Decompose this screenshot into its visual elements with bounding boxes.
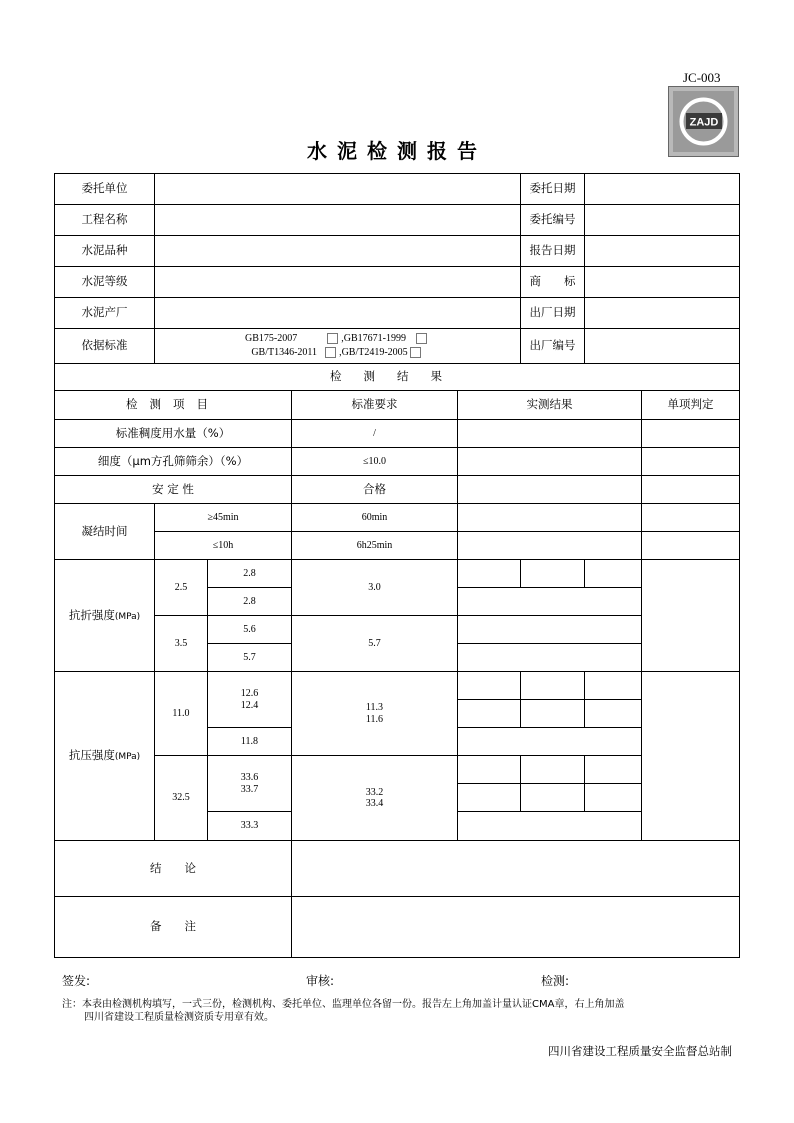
flexural-label: 抗折强度 (68, 607, 115, 622)
standards-checklist (155, 329, 521, 364)
label-entrust-no: 委托编号 (521, 205, 585, 236)
field-manufacturer[interactable] (155, 298, 521, 329)
flexural-g1-a: 2.8 (208, 560, 292, 588)
setting-final-value: 6h25min (292, 532, 458, 560)
label-remarks: 备 注 (55, 897, 292, 958)
label-conclusion: 结 论 (55, 841, 292, 897)
judge-stability[interactable] (642, 476, 740, 504)
compressive-g2-r1-c3[interactable] (585, 756, 642, 784)
judge-compressive[interactable] (642, 672, 740, 841)
compressive-g2-v1: 33.2 (365, 786, 384, 798)
footnote-line-1: 注：本表由检测机构填写，一式三份，检测机构、委托单位、监理单位各留一份。报告左上角加盖计量认证CMA章，右上角加盖 (62, 999, 625, 1010)
std-gb175: GB175-2007 (245, 333, 298, 344)
field-cement-variety[interactable] (155, 236, 521, 267)
judge-water-demand[interactable] (642, 420, 740, 448)
judge-setting-final[interactable] (642, 532, 740, 560)
label-basis-standard: 依据标准 (55, 329, 155, 364)
compressive-g1-values (292, 672, 458, 756)
setting-final-req: ≤10h (155, 532, 292, 560)
flexural-g2-main: 3.5 (155, 616, 208, 672)
label-report-date: 报告日期 (521, 236, 585, 267)
label-cement-variety: 水泥品种 (55, 236, 155, 267)
compressive-g1-b: 11.8 (208, 728, 292, 756)
flexural-g1-cell-2[interactable] (521, 560, 585, 588)
col-header-judgement: 单项判定 (642, 391, 740, 420)
compressive-g2-main: 32.5 (155, 756, 208, 841)
measured-water-demand[interactable] (458, 420, 642, 448)
footnote-line-2: 四川省建设工程质量检测资质专用章有效。 (84, 1012, 274, 1023)
col-header-item: 检测项目 (55, 391, 292, 420)
compressive-g2-b: 33.3 (208, 812, 292, 841)
compressive-g1-r1-c3[interactable] (585, 672, 642, 700)
compressive-g2-r1-c1[interactable] (458, 756, 521, 784)
issuer-footer: 四川省建设工程质量安全监督总站制 (548, 1044, 732, 1058)
footnote (62, 998, 742, 1024)
setting-initial-value: 60min (292, 504, 458, 532)
std-gbt2419: ,GB/T2419-2005 (339, 347, 408, 358)
std-gbt1346-checkbox[interactable] (325, 347, 336, 358)
signature-test: 检测: (541, 974, 570, 988)
compressive-g2-a (208, 756, 292, 812)
std-gbt2419-checkbox[interactable] (410, 347, 421, 358)
standards-line-1 (155, 332, 520, 346)
compressive-g1-r2-c2[interactable] (521, 700, 585, 728)
flexural-g2-value: 5.7 (292, 616, 458, 672)
label-cement-grade: 水泥等级 (55, 267, 155, 298)
std-gb17671: ,GB17671-1999 (341, 333, 406, 344)
standards-line-2 (155, 346, 520, 360)
signature-review: 审核: (306, 974, 335, 988)
item-fineness: 细度（μm方孔筛筛余）（%） (55, 448, 292, 476)
compressive-g2-values (292, 756, 458, 841)
col-header-measured: 实测结果 (458, 391, 642, 420)
flexural-g1-cell-1[interactable] (458, 560, 521, 588)
field-entrust-date[interactable] (585, 174, 740, 205)
col-header-standard: 标准要求 (292, 391, 458, 420)
field-brand[interactable] (585, 267, 740, 298)
judge-flexural[interactable] (642, 560, 740, 672)
svg-text:ZAJD: ZAJD (689, 116, 719, 129)
flexural-g2-a: 5.6 (208, 616, 292, 644)
label-manufacturer: 水泥产厂 (55, 298, 155, 329)
compressive-g1-v1: 11.3 (365, 702, 384, 713)
compressive-g2-r2-c1[interactable] (458, 784, 521, 812)
item-water-demand: 标准稠度用水量（%） (55, 420, 292, 448)
compressive-g1-a1: 12.6 (240, 688, 259, 699)
compressive-g1-a2: 12.4 (240, 699, 259, 711)
field-conclusion[interactable] (292, 841, 740, 897)
field-project-name[interactable] (155, 205, 521, 236)
form-code: JC-003 (683, 70, 721, 85)
item-flexural-strength (55, 560, 155, 672)
flexural-g1-main: 2.5 (155, 560, 208, 616)
compressive-g1-main: 11.0 (155, 672, 208, 756)
std-gbt1346: GB/T1346-2011 (251, 347, 318, 358)
std-gb17671-checkbox[interactable] (416, 333, 427, 344)
field-client-unit[interactable] (155, 174, 521, 205)
compressive-label: 抗压强度 (68, 748, 115, 763)
page-title: 水泥检测报告 (307, 139, 487, 163)
label-brand: 商 标 (521, 267, 585, 298)
setting-initial-req: ≥45min (155, 504, 292, 532)
flexural-g2-avg[interactable] (458, 644, 642, 672)
measured-fineness[interactable] (458, 448, 642, 476)
measured-stability[interactable] (458, 476, 642, 504)
item-stability: 安 定 性 (55, 476, 292, 504)
compressive-g2-avg[interactable] (458, 812, 642, 841)
field-entrust-no[interactable] (585, 205, 740, 236)
item-setting-time: 凝结时间 (55, 504, 155, 560)
field-report-date[interactable] (585, 236, 740, 267)
req-stability: 合格 (292, 476, 458, 504)
cement-report-table (54, 173, 740, 958)
compressive-g1-r1-c2[interactable] (521, 672, 585, 700)
req-water-demand: / (292, 420, 458, 448)
compressive-g1-r2-c3[interactable] (585, 700, 642, 728)
compressive-g2-r2-c2[interactable] (521, 784, 585, 812)
compressive-g2-r2-c3[interactable] (585, 784, 642, 812)
flexural-g2-b: 5.7 (208, 644, 292, 672)
field-cement-grade[interactable] (155, 267, 521, 298)
flexural-unit: (MPa) (114, 611, 141, 622)
field-factory-no[interactable] (585, 329, 740, 364)
compressive-g2-v2: 33.4 (365, 798, 384, 809)
compressive-unit: (MPa) (114, 752, 141, 763)
judge-setting-initial[interactable] (642, 504, 740, 532)
label-client-unit: 委托单位 (55, 174, 155, 205)
measured-setting-final[interactable] (458, 532, 642, 560)
results-section-title: 检测结果 (55, 364, 740, 391)
compressive-g1-avg[interactable] (458, 728, 642, 756)
flexural-g1-value: 3.0 (292, 560, 458, 616)
compressive-g1-r1-c1[interactable] (458, 672, 521, 700)
std-gb175-checkbox[interactable] (327, 333, 338, 344)
compressive-g1-a (208, 672, 292, 728)
req-fineness: ≤10.0 (292, 448, 458, 476)
compressive-g2-r1-c2[interactable] (521, 756, 585, 784)
field-factory-date[interactable] (585, 298, 740, 329)
measured-setting-initial[interactable] (458, 504, 642, 532)
label-factory-no: 出厂编号 (521, 329, 585, 364)
signature-issue: 签发: (62, 974, 91, 988)
judge-fineness[interactable] (642, 448, 740, 476)
flexural-g1-avg[interactable] (458, 588, 642, 616)
flexural-g2-measured[interactable] (458, 616, 642, 644)
flexural-g1-cell-3[interactable] (585, 560, 642, 588)
compressive-g1-r2-c1[interactable] (458, 700, 521, 728)
item-compressive-strength (55, 672, 155, 841)
flexural-g1-b: 2.8 (208, 588, 292, 616)
compressive-g2-a2: 33.7 (240, 783, 259, 795)
compressive-g2-a1: 33.6 (240, 772, 259, 783)
field-remarks[interactable] (292, 897, 740, 958)
compressive-g1-v2: 11.6 (365, 713, 384, 725)
label-factory-date: 出厂日期 (521, 298, 585, 329)
label-entrust-date: 委托日期 (521, 174, 585, 205)
label-project-name: 工程名称 (55, 205, 155, 236)
